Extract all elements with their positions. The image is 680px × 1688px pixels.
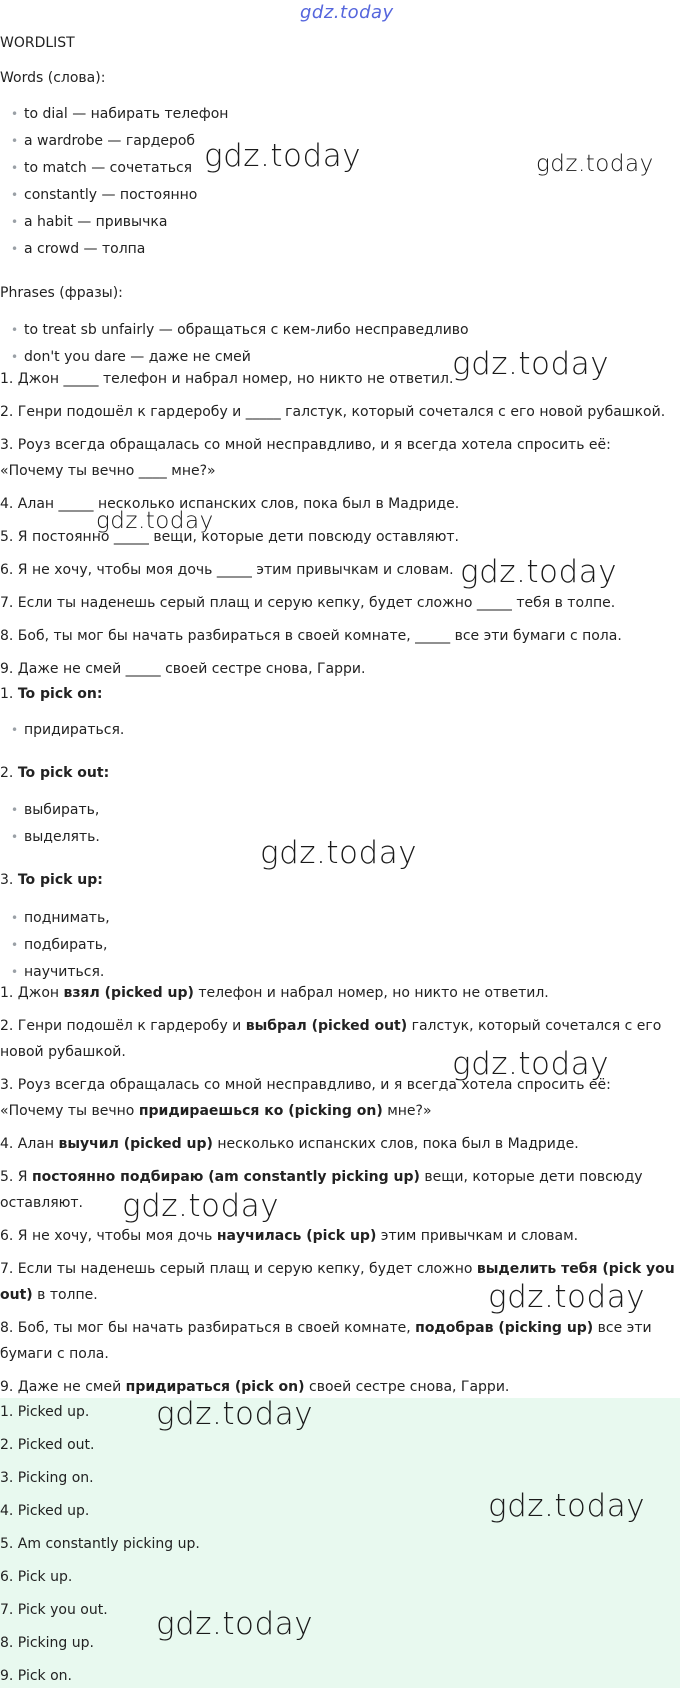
exercise-line: 4. Алан _____ несколько испанских слов, пока был в Мадриде. xyxy=(0,496,460,512)
watermark: gdz.today xyxy=(452,1046,610,1082)
translation-line: out) в толпе. xyxy=(0,1287,98,1303)
exercise-line: 5. Я постоянно _____ вещи, которые дети повсюду оставляют. xyxy=(0,529,459,545)
meaning-item: • поднимать, xyxy=(12,909,110,927)
watermark: gdz.today xyxy=(460,554,618,590)
watermark: gdz.today xyxy=(260,835,418,871)
watermark: gdz.today xyxy=(156,1606,314,1642)
translation-line: бумаги с пола. xyxy=(0,1346,109,1362)
word-item: • to match — сочетаться xyxy=(12,159,192,177)
word-item: • to dial — набирать телефон xyxy=(12,105,228,123)
watermark: gdz.today xyxy=(96,508,214,534)
meaning-item: • подбирать, xyxy=(12,936,107,954)
meaning-item: • выбирать, xyxy=(12,801,99,819)
translation-line: 7. Если ты наденешь серый плащ и серую кепку, будет сложно выделить тебя (pick you xyxy=(0,1261,675,1277)
word-item: • a wardrobe — гардероб xyxy=(12,132,195,150)
meaning-item: • придираться. xyxy=(12,721,124,739)
meaning-heading: 2. To pick out: xyxy=(0,765,110,781)
watermark: gdz.today xyxy=(452,346,610,382)
translation-line: 2. Генри подошёл к гардеробу и выбрал (picked out) галстук, который сочетался с его xyxy=(0,1018,662,1034)
translation-line: оставляют. xyxy=(0,1195,84,1211)
exercise-line: 1. Джон _____ телефон и набрал номер, но никто не ответил. xyxy=(0,371,454,387)
watermark: gdz.today xyxy=(488,1279,646,1315)
phrase-item: • don't you dare — даже не смей xyxy=(12,348,251,366)
translation-line: 9. Даже не смей придираться (pick on) своей сестре снова, Гарри. xyxy=(0,1379,510,1395)
meaning-item: • выделять. xyxy=(12,828,100,846)
answer-line: 2. Picked out. xyxy=(0,1437,95,1453)
exercise-line: 7. Если ты наденешь серый плащ и серую кепку, будет сложно _____ тебя в толпе. xyxy=(0,595,616,611)
translation-line: 8. Боб, ты мог бы начать разбираться в своей комнате, подобрав (picking up) все эти xyxy=(0,1320,652,1336)
answer-line: 8. Picking up. xyxy=(0,1635,94,1651)
answer-line: 5. Am constantly picking up. xyxy=(0,1536,200,1552)
translation-line: 3. Роуз всегда обращалась со мной несправдливо, и я всегда хотела спросить её: xyxy=(0,1077,611,1093)
answer-line: 6. Pick up. xyxy=(0,1569,73,1585)
answer-line: 9. Pick on. xyxy=(0,1668,72,1684)
translation-line: 1. Джон взял (picked up) телефон и набрал номер, но никто не ответил. xyxy=(0,985,549,1001)
answer-line: 1. Picked up. xyxy=(0,1404,90,1420)
translation-line: «Почему ты вечно придираешься ко (picking on) мне?» xyxy=(0,1103,432,1119)
translation-line: 4. Алан выучил (picked up) несколько испанских слов, пока был в Мадриде. xyxy=(0,1136,579,1152)
translation-line: новой рубашкой. xyxy=(0,1044,126,1060)
exercise-line: 6. Я не хочу, чтобы моя дочь _____ этим привычкам и словам. xyxy=(0,562,454,578)
watermark: gdz.today xyxy=(488,1488,646,1524)
translation-line: 6. Я не хочу, чтобы моя дочь научилась (pick up) этим привычкам и словам. xyxy=(0,1228,579,1244)
watermark: gdz.today xyxy=(204,138,362,174)
word-item: • a crowd — толпа xyxy=(12,240,145,258)
watermark: gdz.today xyxy=(122,1188,280,1224)
wordlist-title: WORDLIST xyxy=(0,35,75,51)
word-item: • a habit — привычка xyxy=(12,213,167,231)
phrases-title: Phrases (фразы): xyxy=(0,285,123,301)
header-watermark-link[interactable]: gdz.today xyxy=(300,2,394,23)
meaning-heading: 3. To pick up: xyxy=(0,872,103,888)
phrase-item: • to treat sb unfairly — обращаться с кем-либо несправедливо xyxy=(12,321,469,339)
answer-line: 3. Picking on. xyxy=(0,1470,94,1486)
meaning-heading: 1. To pick on: xyxy=(0,686,103,702)
meaning-item: • научиться. xyxy=(12,963,104,981)
words-title: Words (слова): xyxy=(0,70,106,86)
watermark: gdz.today xyxy=(156,1396,314,1432)
exercise-line: 8. Боб, ты мог бы начать разбираться в своей комнате, _____ все эти бумаги с пола. xyxy=(0,628,622,644)
exercise-line: 3. Роуз всегда обращалась со мной несправдливо, и я всегда хотела спросить её: xyxy=(0,437,611,453)
exercise-line: 2. Генри подошёл к гардеробу и _____ галстук, который сочетался с его новой рубашкой. xyxy=(0,404,666,420)
exercise-line: «Почему ты вечно ____ мне?» xyxy=(0,463,216,479)
word-item: • constantly — постоянно xyxy=(12,186,197,204)
answer-line: 7. Pick you out. xyxy=(0,1602,108,1618)
answer-line: 4. Picked up. xyxy=(0,1503,90,1519)
translation-line: 5. Я постоянно подбираю (am constantly picking up) вещи, которые дети повсюду xyxy=(0,1169,643,1185)
exercise-line: 9. Даже не смей _____ своей сестре снова, Гарри. xyxy=(0,661,366,677)
watermark: gdz.today xyxy=(536,151,654,177)
